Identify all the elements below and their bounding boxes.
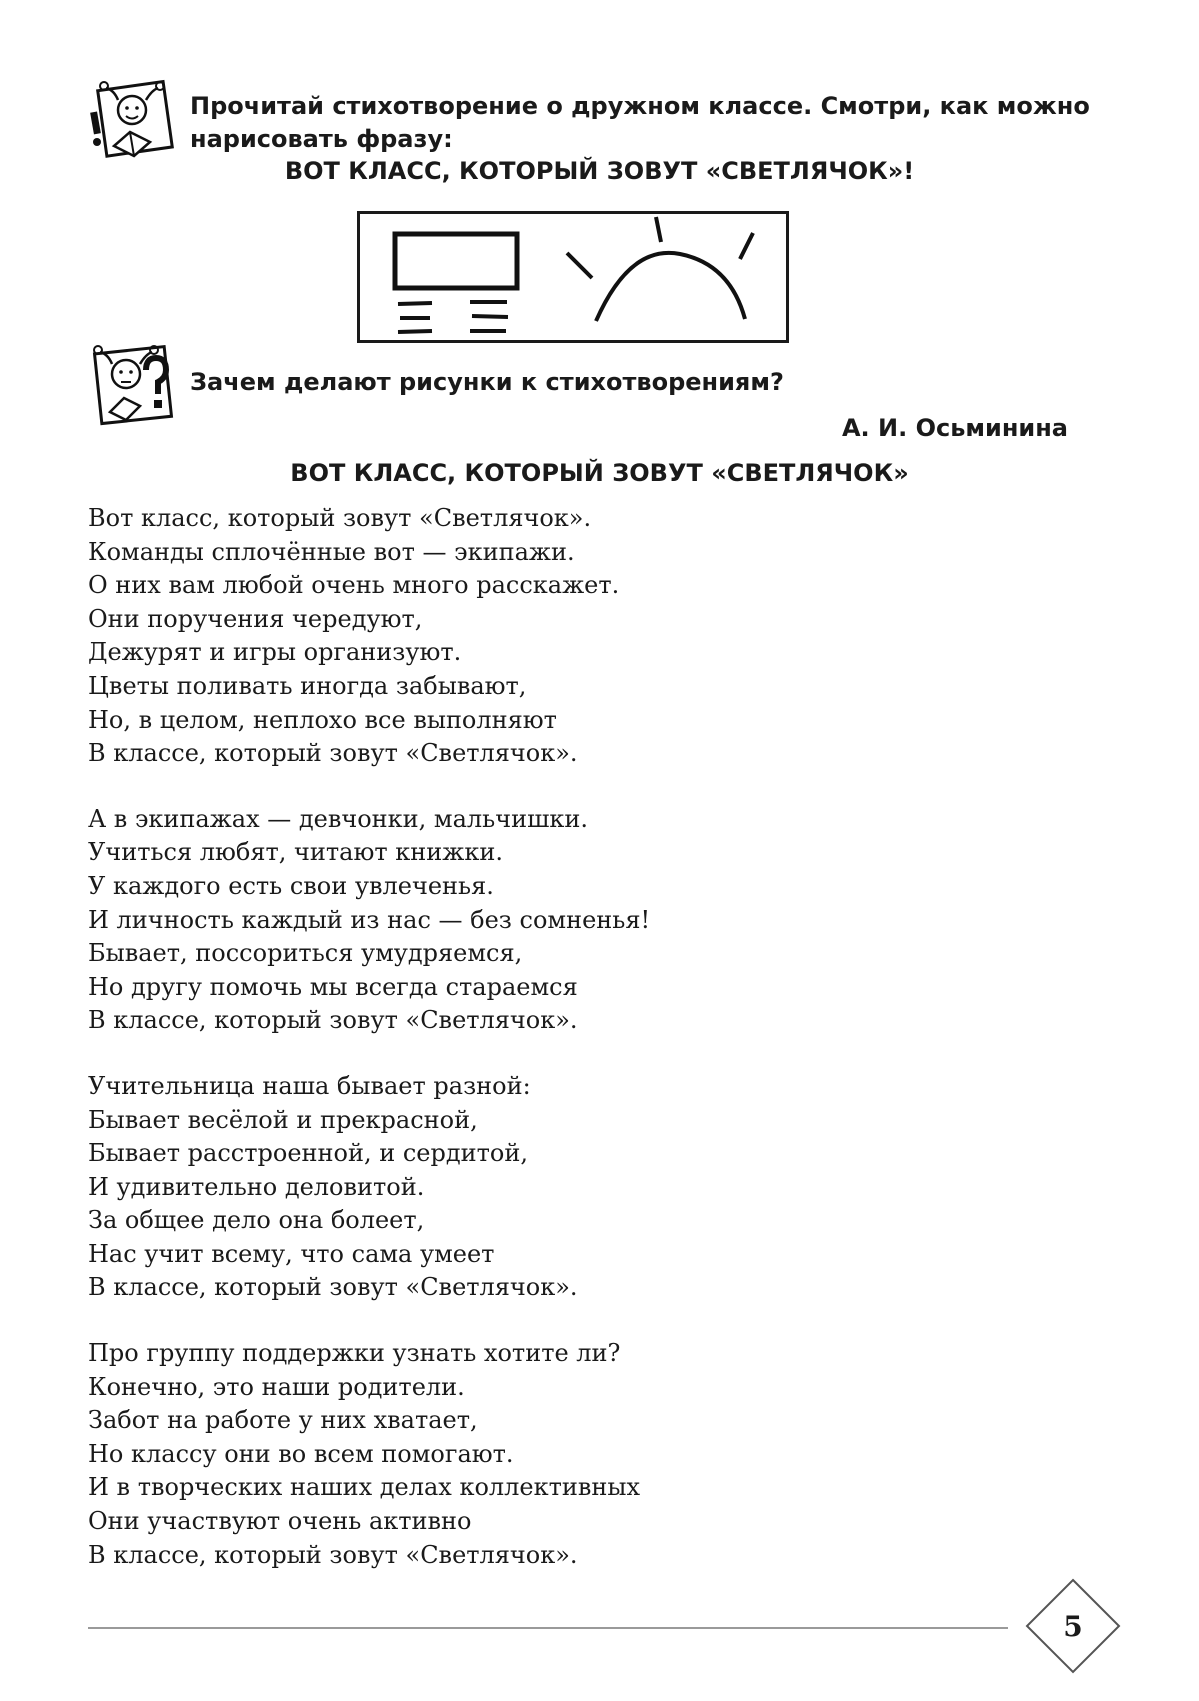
page-number: 5 <box>1063 1609 1083 1643</box>
task-question: Зачем делают рисунки к стихотворениям? <box>190 368 784 396</box>
poem-line: И удивительно деловитой. <box>88 1172 425 1201</box>
poem-line: Конечно, это наши родители. <box>88 1372 465 1401</box>
poem-line: В классе, который зовут «Светлячок». <box>88 1273 578 1302</box>
poem-stanza <box>88 1070 1038 1305</box>
girl-thinking-question-icon <box>84 340 176 432</box>
poem-line: Бывает, поссориться умудряемся, <box>88 939 523 968</box>
poem-line: Они участвуют очень активно <box>88 1507 472 1536</box>
poem-author: А. И. Осьминина <box>841 414 1068 442</box>
poem-line: И личность каждый из нас — без сомненья! <box>88 905 651 934</box>
phrase-pictogram-class-and-sun <box>360 214 786 340</box>
phrase-pictogram <box>357 211 789 343</box>
poem-line: Но другу помочь мы всегда стараемся <box>88 972 578 1001</box>
poem-line: Они поручения чередуют, <box>88 604 423 633</box>
poem-line: Но, в целом, неплохо все выполняют <box>88 705 557 734</box>
poem-line: Бывает весёлой и прекрасной, <box>88 1105 478 1134</box>
poem-line: Вот класс, который зовут «Светлячок». <box>88 504 592 532</box>
poem-line: За общее дело она болеет, <box>88 1206 425 1235</box>
poem-line: Нас учит всему, что сама умеет <box>88 1239 495 1268</box>
poem-line: И в творческих наших делах коллективных <box>88 1473 641 1502</box>
poem-line: В классе, который зовут «Светлячок». <box>88 739 578 768</box>
footer-divider <box>88 1627 1008 1629</box>
poem-line: Дежурят и игры организуют. <box>88 638 462 667</box>
poem-line: Учиться любят, читают книжки. <box>88 838 503 867</box>
poem-stanza <box>88 803 1038 1038</box>
phrase-to-draw: ВОТ КЛАСС, КОТОРЫЙ ЗОВУТ «СВЕТЛЯЧОК»! <box>284 157 915 185</box>
poem-line: О них вам любой очень много расскажет. <box>88 571 620 600</box>
poem-line: Но классу они во всем помогают. <box>88 1439 514 1468</box>
poem-title: ВОТ КЛАСС, КОТОРЫЙ ЗОВУТ «СВЕТЛЯЧОК» <box>290 459 909 487</box>
poem-line: У каждого есть свои увлеченья. <box>88 871 494 900</box>
poem-stanza <box>88 1337 1038 1572</box>
poem-line: Цветы поливать иногда забывают, <box>88 671 527 700</box>
poem-body <box>88 502 1038 1604</box>
poem-line: Учительница наша бывает разной: <box>88 1071 531 1100</box>
poem-line: В классе, который зовут «Светлячок». <box>88 1540 578 1569</box>
poem-line: В классе, который зовут «Светлячок». <box>88 1006 578 1035</box>
poem-line: Команды сплочённые вот — экипажи. <box>88 537 575 566</box>
girl-reading-exclamation-icon <box>84 76 176 168</box>
poem-line: Бывает расстроенной, и сердитой, <box>88 1139 528 1168</box>
poem-line: Про группу поддержки узнать хотите ли? <box>88 1339 621 1368</box>
poem-stanza <box>88 502 1038 771</box>
task-instruction: Прочитай стихотворение о дружном классе. Смотри, как можно нарисовать фразу: <box>190 92 1090 153</box>
poem-line: Забот на работе у них хватает, <box>88 1406 478 1435</box>
poem-line: А в экипажах — девчонки, мальчишки. <box>88 804 589 833</box>
